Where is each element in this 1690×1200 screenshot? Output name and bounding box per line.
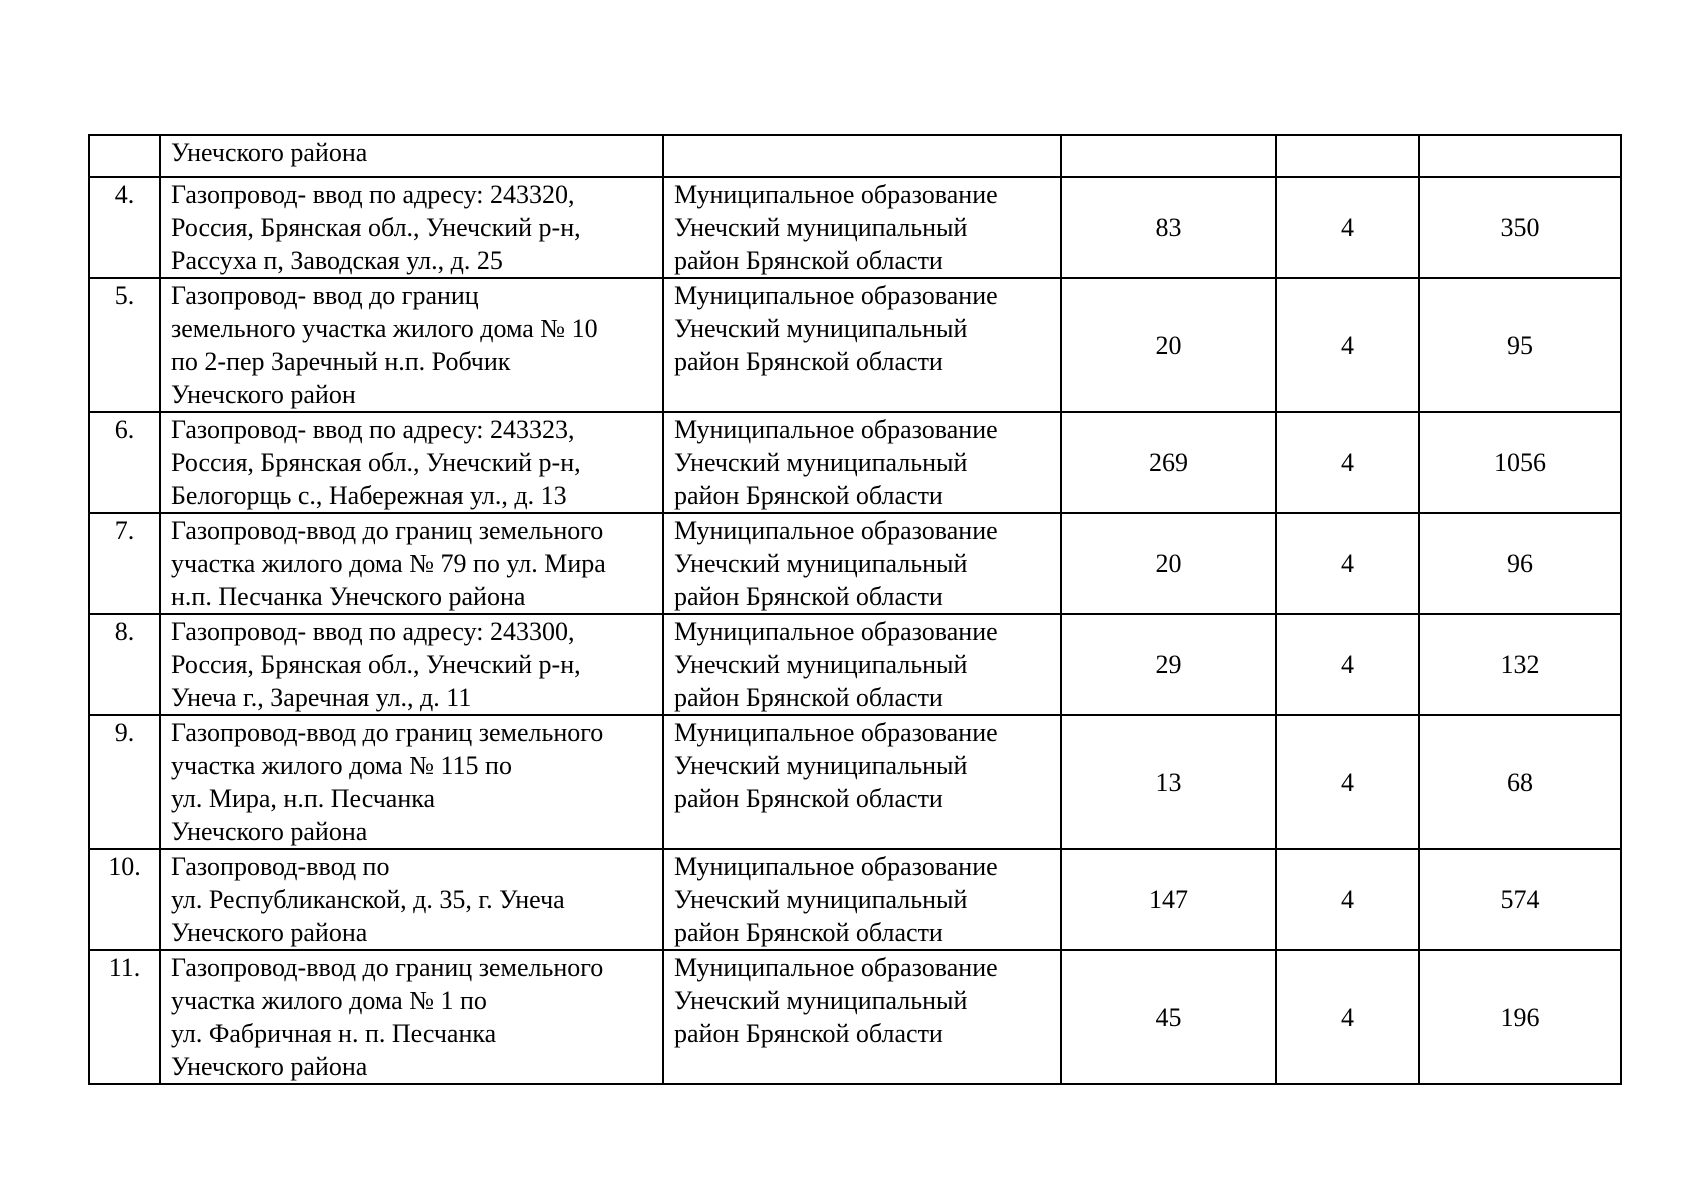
row-number: 8. [89, 614, 160, 715]
owner-line: Унечский муниципальный [674, 885, 968, 914]
description-line: ул. Мира, н.п. Песчанка [171, 784, 436, 813]
description-line: Унечского район [171, 380, 356, 409]
owner-line: район Брянской области [674, 481, 943, 510]
owner-cell [663, 950, 1061, 1084]
table-row [89, 412, 1621, 513]
object-description [160, 278, 663, 412]
length-cell: 269 [1061, 412, 1276, 513]
area-cell: 350 [1419, 177, 1621, 278]
description-line: Газопровод-ввод до границ земельного [171, 718, 604, 747]
area-cell: 96 [1419, 513, 1621, 614]
owner-cell [663, 513, 1061, 614]
row-number [89, 135, 160, 177]
description-line: Россия, Брянская обл., Унечский р-н, [171, 213, 581, 242]
owner-line: Муниципальное образование [674, 180, 998, 209]
row-number: 9. [89, 715, 160, 849]
description-line: Унечского района [171, 918, 368, 947]
description-line: Газопровод- ввод по адресу: 243323, [171, 415, 575, 444]
owner-line: Унечский муниципальный [674, 448, 968, 477]
owner-cell [663, 412, 1061, 513]
area-cell: 132 [1419, 614, 1621, 715]
owner-line: район Брянской области [674, 784, 943, 813]
owner-cell [663, 135, 1061, 177]
length-cell: 45 [1061, 950, 1276, 1084]
description-line: Унечского района [171, 138, 368, 167]
table-row [89, 278, 1621, 412]
pressure-cell: 4 [1276, 513, 1419, 614]
description-line: Газопровод- ввод по адресу: 243300, [171, 617, 575, 646]
table-row [89, 177, 1621, 278]
object-description [160, 950, 663, 1084]
table-row [89, 950, 1621, 1084]
description-line: участка жилого дома № 79 по ул. Мира [171, 549, 606, 578]
description-line: Белогорщь с., Набережная ул., д. 13 [171, 481, 567, 510]
description-line: Унечского района [171, 817, 368, 846]
area-cell [1419, 135, 1621, 177]
row-number: 11. [89, 950, 160, 1084]
owner-line: Муниципальное образование [674, 281, 998, 310]
owner-line: Муниципальное образование [674, 516, 998, 545]
description-line: Россия, Брянская обл., Унечский р-н, [171, 448, 581, 477]
description-line: Россия, Брянская обл., Унечский р-н, [171, 650, 581, 679]
description-line: участка жилого дома № 115 по [171, 751, 512, 780]
description-line: н.п. Песчанка Унечского района [171, 582, 526, 611]
owner-cell [663, 849, 1061, 950]
owner-line: Унечский муниципальный [674, 213, 968, 242]
gas-pipeline-table [88, 134, 1622, 1085]
object-description [160, 715, 663, 849]
table-row [89, 135, 1621, 177]
object-description [160, 135, 663, 177]
description-line: Газопровод- ввод до границ [171, 281, 479, 310]
owner-line: Муниципальное образование [674, 617, 998, 646]
length-cell: 83 [1061, 177, 1276, 278]
owner-cell [663, 614, 1061, 715]
description-line: Газопровод-ввод до границ земельного [171, 953, 604, 982]
owner-cell [663, 715, 1061, 849]
row-number: 10. [89, 849, 160, 950]
object-description [160, 614, 663, 715]
owner-line: Унечский муниципальный [674, 986, 968, 1015]
table-row [89, 715, 1621, 849]
owner-line: район Брянской области [674, 246, 943, 275]
pressure-cell: 4 [1276, 412, 1419, 513]
object-description [160, 513, 663, 614]
table-row [89, 849, 1621, 950]
area-cell: 68 [1419, 715, 1621, 849]
description-line: ул. Фабричная н. п. Песчанка [171, 1019, 497, 1048]
description-line: Унеча г., Заречная ул., д. 11 [171, 683, 472, 712]
row-number: 4. [89, 177, 160, 278]
area-cell: 196 [1419, 950, 1621, 1084]
area-cell: 1056 [1419, 412, 1621, 513]
owner-line: Муниципальное образование [674, 852, 998, 881]
owner-line: район Брянской области [674, 1019, 943, 1048]
owner-line: Муниципальное образование [674, 415, 998, 444]
length-cell: 13 [1061, 715, 1276, 849]
row-number: 6. [89, 412, 160, 513]
description-line: Газопровод-ввод до границ земельного [171, 516, 604, 545]
owner-line: Унечский муниципальный [674, 549, 968, 578]
table-row [89, 513, 1621, 614]
owner-line: район Брянской области [674, 918, 943, 947]
length-cell: 147 [1061, 849, 1276, 950]
pressure-cell: 4 [1276, 177, 1419, 278]
owner-line: Муниципальное образование [674, 953, 998, 982]
description-line: Газопровод-ввод по [171, 852, 390, 881]
length-cell: 20 [1061, 513, 1276, 614]
owner-cell [663, 177, 1061, 278]
pressure-cell: 4 [1276, 950, 1419, 1084]
row-number: 5. [89, 278, 160, 412]
pressure-cell: 4 [1276, 715, 1419, 849]
row-number: 7. [89, 513, 160, 614]
object-description [160, 412, 663, 513]
description-line: ул. Республиканской, д. 35, г. Унеча [171, 885, 565, 914]
length-cell: 29 [1061, 614, 1276, 715]
owner-line: Унечский муниципальный [674, 751, 968, 780]
owner-line: район Брянской области [674, 683, 943, 712]
owner-line: район Брянской области [674, 582, 943, 611]
description-line: Рассуха п, Заводская ул., д. 25 [171, 246, 503, 275]
owner-line: район Брянской области [674, 347, 943, 376]
length-cell [1061, 135, 1276, 177]
pressure-cell: 4 [1276, 278, 1419, 412]
pressure-cell [1276, 135, 1419, 177]
object-description [160, 177, 663, 278]
area-cell: 574 [1419, 849, 1621, 950]
description-line: по 2-пер Заречный н.п. Робчик [171, 347, 511, 376]
length-cell: 20 [1061, 278, 1276, 412]
owner-line: Унечский муниципальный [674, 314, 968, 343]
area-cell: 95 [1419, 278, 1621, 412]
owner-line: Муниципальное образование [674, 718, 998, 747]
owner-line: Унечский муниципальный [674, 650, 968, 679]
pressure-cell: 4 [1276, 614, 1419, 715]
description-line: земельного участка жилого дома № 10 [171, 314, 598, 343]
description-line: участка жилого дома № 1 по [171, 986, 487, 1015]
description-line: Унечского района [171, 1052, 368, 1081]
table-row [89, 614, 1621, 715]
description-line: Газопровод- ввод по адресу: 243320, [171, 180, 575, 209]
object-description [160, 849, 663, 950]
pressure-cell: 4 [1276, 849, 1419, 950]
owner-cell [663, 278, 1061, 412]
